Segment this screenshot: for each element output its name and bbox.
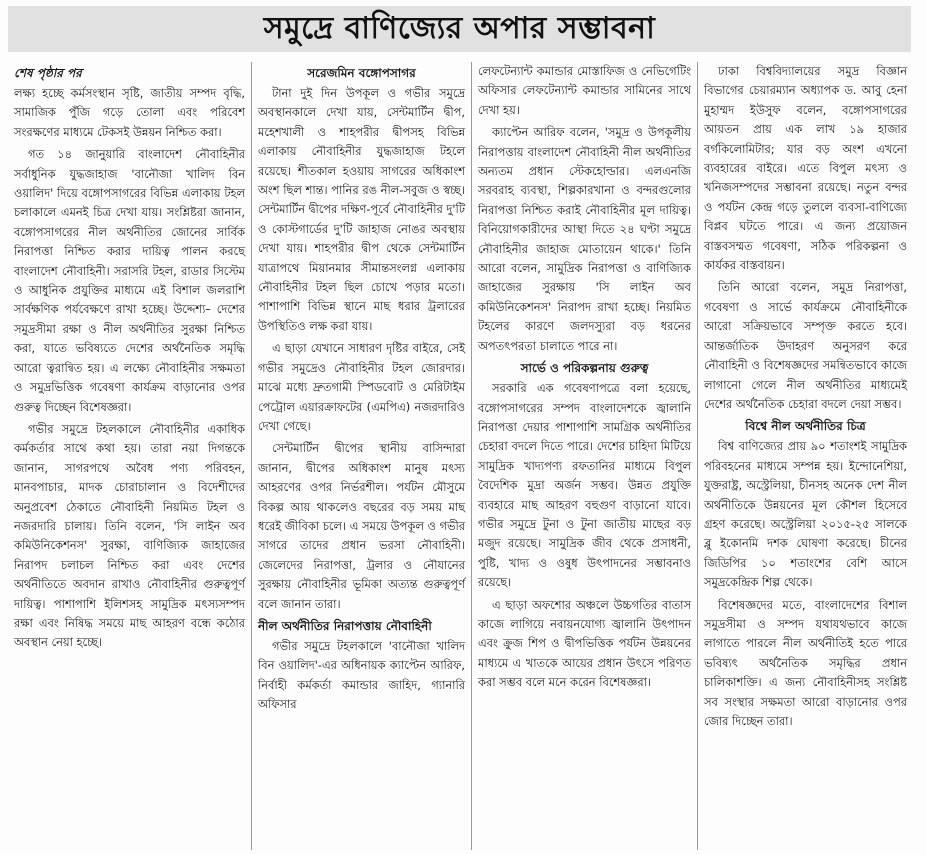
- paragraph: এ ছাড়া অফশোর অঞ্চলে উচ্চগতির বাতাস কাজে লাগিয়ে নবায়নযোগ্য জ্বালানি উৎপাদন এবং ক্রুজ শিপ ও দ্বীপভিত্তিক পর্যটন উন্নয়নের মাধ্যমে এ খাতকে আয়ের প্রধান উৎসে পরিণত করা সম্ভব বলে মনে করেন বিশেষজ্ঞরা।: [478, 597, 691, 690]
- continuation-label: শেষ পৃষ্ঠার পর: [14, 66, 82, 80]
- paragraph: টানা দুই দিন উপকূল ও গভীর সমুদ্রে অবস্থানকালে দেখা যায়, সেন্টমার্টিন দ্বীপ, মহেশখালী ও শাহপরীর দ্বীপসহ বিভিন্ন এলাকায় নৌবাহিনীর যুদ্ধজাহাজ টহলে রয়েছে। শীতকাল হওয়ায় সাগরের অধিকাংশ অংশ ছিল শান্ত। পানির রঙ নীল-সবুজ ও স্বচ্ছ। সেন্টমার্টিন দ্বীপের দক্ষিণ-পূর্বে নৌবাহিনীর দু'টি ও কোস্টগার্ডের দু'টি জাহাজ নোঙর অবস্থায় দেখা যায়। শাহপরীর দ্বীপ থেকে সেন্টমার্টিন যাত্রাপথে মিয়ানমার সীমান্তসংলগ্ন এলাকায় নৌবাহিনীর টহল ছিল চোখে পড়ার মতো। পাশাপাশি বিভিন্ন স্থানে মাছ ধরার ট্রলারের উপস্থিতিও লক্ষ করা যায়।: [258, 86, 465, 333]
- paragraph: গভীর সমুদ্রে টহলকালে 'বানৌজা খালিদ বিন ওয়ালিদ'-এর অধিনায়ক ক্যাপ্টেন আরিফ, নির্বাহী কর্মকর্তা কমান্ডার জাহিদ, গ্যানারি অফিসার: [258, 638, 465, 712]
- paragraph: তিনি আরো বলেন, সমুদ্র নিরাপত্তা, গবেষণা ও সার্ভে কার্যক্রমে নৌবাহিনীকে আরো সক্রিয়ভাবে সম্পৃক্ত করতে হবে। আন্তর্জাতিক উদাহরণ অনুসরণ করে নৌবাহিনী ও বিশেষজ্ঞদের সমন্বিতভাবে কাজে লাগানো গেলে নীল অর্থনীতির মাধ্যমেই দেশের অর্থনৈতিক চেহারা বদলে দেয়া সম্ভব।: [704, 280, 907, 411]
- subhead-world-blue-economy: বিশ্বে নীল অর্থনীতির চিত্র: [745, 419, 866, 434]
- column-4: [697, 62, 913, 850]
- headline-band: [8, 6, 911, 52]
- paragraph: ঢাকা বিশ্ববিদ্যালয়ের সমুদ্র বিজ্ঞান বিভাগের চেয়ারম্যান অধ্যাপক ড. আবু হেনা মুহাম্মদ ইউসুফ বলেন, বঙ্গোপসাগরের আয়তন প্রায় এক লাখ ১৯ হাজার বর্গকিলোমিটার; যার বড় অংশ এখনো ব্যবহারের বাইরে। এতে বিপুল মৎস্য ও খনিজসম্পদের সম্ভাবনা রয়েছে। নতুন বন্দর ও পর্যটন কেন্দ্র গড়ে তুললে ব্যবসা-বাণিজ্যে বিপ্লব ঘটতে পারে। এ জন্য প্রয়োজন বাস্তবসম্মত গবেষণা, সঠিক পরিকল্পনা ও কার্যকর বাস্তবায়ন।: [704, 64, 907, 273]
- paragraph: লক্ষ্য হচ্ছে কর্মসংস্থান সৃষ্টি, জাতীয় সম্পদ বৃদ্ধি, সামাজিক পুঁজি গড়ে তোলা এবং পরিবেশ সংরক্ষণের মাধ্যমে টেকসই উন্নয়ন নিশ্চিত করা।: [14, 86, 245, 139]
- paragraph: সেন্টমার্টিন দ্বীপের স্থানীয় বাসিন্দারা জানান, দ্বীপের অধিকাংশ মানুষ মৎস্য আহরণের ওপর নির্ভরশীল। পর্যটন মৌসুমে বিকল্প আয় থাকলেও বছরের বড় সময় মাছ ধরেই জীবিকা চলে। এ সময়ে উপকূল ও গভীর সাগরে তাদের প্রধান ভরসা নৌবাহিনী। জেলেদের নিরাপত্তা, ট্রলার ও নৌযানের সুরক্ষায় নৌবাহিনীর ভূমিকা অত্যন্ত গুরুত্বপূর্ণ বলে জানান তারা।: [258, 441, 465, 611]
- paragraph: গভীর সমুদ্রে টহলকালে নৌবাহিনীর একাধিক কর্মকর্তার সাথে কথা হয়। তারা নয়া দিগন্তকে জানান, সাগরপথে অবৈধ পণ্য পরিবহন, মানবপাচার, মাদক চোরাচালান ও বিদেশীদের অনুপ্রবেশ ঠেকাতে নৌবাহিনী নিয়মিত টহল ও নজরদারি চালায়। তিনি বলেন, 'সি লাইন অব কমিউনিকেশনস' সুরক্ষা, বাণিজ্যিক জাহাজের নিরাপদ চলাচল নিশ্চিত করা এবং দেশের অর্থনীতিতে অবদান রাখাও নৌবাহিনীর গুরুত্বপূর্ণ দায়িত্ব। পাশাপাশি ইলিশসহ সামুদ্রিক মৎস্যসম্পদ রক্ষা এবং নিষিদ্ধ সময়ে মাছ আহরণ বন্ধে কঠোর অবস্থান নেয়া হচ্ছে।: [14, 421, 245, 650]
- article-columns: [8, 62, 913, 850]
- subhead-survey: সার্ভে ও পরিকল্পনায় গুরুত্ব: [520, 361, 649, 376]
- paragraph: বিশ্ব বাণিজ্যের প্রায় ৯০ শতাংশই সামুদ্রিক পরিবহনের মাধ্যমে সম্পন্ন হয়। ইন্দোনেশিয়া, যুক্তরাষ্ট্র, অস্ট্রেলিয়া, চীনসহ অনেক দেশ নীল অর্থনীতিকে উন্নয়নের মূল কৌশল হিসেবে গ্রহণ করেছে। অস্ট্রেলিয়া ২০১৫-২৫ সালকে ব্লু ইকোনমি দশক ঘোষণা করেছে। চীনের জিডিপির ১০ শতাংশের বেশি আসে সমুদ্রকেন্দ্রিক শিল্প থেকে।: [704, 439, 907, 590]
- paragraph: লেফটেন্যান্ট কমান্ডার মোস্তাফিজ ও নেভিগেটিং অফিসার লেফটেন্যান্ট কমান্ডার সামিনের সাথে দেখা হয়।: [478, 64, 691, 117]
- subhead-sarejomin: সরেজমিন বঙ্গোপসাগর: [307, 66, 416, 80]
- paragraph: গত ১৪ জানুয়ারি বাংলাদেশ নৌবাহিনীর সর্বাধুনিক যুদ্ধজাহাজ 'বানৌজা খালিদ বিন ওয়ালিদ' দিয়ে বঙ্গোপসাগরের বিভিন্ন এলাকায় টহল চলাকালে এমনই চিত্র দেখা যায়। সংশ্লিষ্টরা জানান, বঙ্গোপসাগরের নীল অর্থনীতির জোনের সার্বিক নিরাপত্তা নিশ্চিত করার দায়িত্ব পালন করছে বাংলাদেশ নৌবাহিনী। সরাসরি টহল, রাডার সিস্টেম ও আধুনিক প্রযুক্তির মাধ্যমে এই বিশাল জলরাশি সার্বক্ষণিক পর্যবেক্ষণে রাখা হচ্ছে। উদ্দেশ্য– দেশের সমুদ্রসীমা রক্ষা ও নীল অর্থনীতির সুরক্ষা নিশ্চিত করা, যাতে ভবিষ্যতে দেশের অর্থনৈতিক সমৃদ্ধি আরো ত্বরান্বিত হয়। এ লক্ষ্যে নৌবাহিনীর সক্ষমতা ও সমুদ্রভিত্তিক গবেষণা কার্যক্রম বাড়ানোর ওপর গুরুত্ব দিচ্ছেন বিশেষজ্ঞরা।: [14, 147, 245, 414]
- paragraph: সরকারি এক গবেষণাপত্রে বলা হয়েছে, বঙ্গোপসাগরের সম্পদ বাংলাদেশকে জ্বালানি নিরাপত্তা দেয়ার পাশাপাশি সামগ্রিক অর্থনীতির চেহারা বদলে দিতে পারে। দেশের চাহিদা মিটিয়ে সামুদ্রিক খাদ্যপণ্য রফতানির মাধ্যমে বিপুল বৈদেশিক মুদ্রা অর্জন সম্ভব। উন্নত প্রযুক্তি ব্যবহারে মাছ আহরণ বহুগুণ বাড়ানো যাবে। গভীর সমুদ্রে টুনা ও টুনা জাতীয় মাছের বড় মজুদ রয়েছে। সামুদ্রিক জীব থেকে প্রসাধনী, পুষ্টি, খাদ্য ও ওষুধ উৎপাদনের সম্ভাবনাও রয়েছে।: [478, 381, 691, 590]
- paragraph: ক্যাপ্টেন আরিফ বলেন, 'সমুদ্র ও উপকূলীয় নিরাপত্তায় বাংলাদেশ নৌবাহিনী নীল অর্থনীতির অন্যতম প্রধান স্টেকহোল্ডার। এলএনজি সরবরাহ ব্যবস্থা, শিল্পকারখানা ও বন্দরগুলোর নিরাপত্তা নিশ্চিত করাই নৌবাহিনীর মূল দায়িত্ব। বিনিয়োগকারীদের আস্থা দিতে ২৪ ঘণ্টা সমুদ্রে নৌবাহিনীর জাহাজ মোতায়েন থাকে।' তিনি আরো বলেন, সামুদ্রিক নিরাপত্তা ও বাণিজ্যিক জাহাজের সুরক্ষায় 'সি লাইন অব কমিউনিকেশনস' নিরাপদ রাখা হচ্ছে। নিয়মিত টহলের কারণে জলদস্যুরা বড় ধরনের অপতৎপরতা চালাতে পারে না।: [478, 125, 691, 353]
- column-1: [8, 62, 251, 850]
- headline: সমুদ্রে বাণিজ্যের অপার সম্ভাবনা: [263, 10, 656, 46]
- column-3: [471, 62, 697, 850]
- column-2: [251, 62, 471, 850]
- subhead-nil-orthoniti: নীল অর্থনীতির নিরাপত্তায় নৌবাহিনী: [258, 618, 432, 633]
- paragraph: এ ছাড়া যেখানে সাধারণ দৃষ্টির বাইরে, সেই গভীর সমুদ্রেও নৌবাহিনীর টহল জোরদার। মাঝে মধ্যে দ্রুতগামী স্পিডবোট ও মেরিটাইম পেট্রোল এয়ারক্রাফটের (এমপিএ) নজরদারিও দেখা গেছে।: [258, 341, 465, 433]
- paragraph: বিশেষজ্ঞদের মতে, বাংলাদেশের বিশাল সমুদ্রসীমা ও সম্পদ যথাযথভাবে কাজে লাগাতে পারলে নীল অর্থনীতিই হতে পারে ভবিষ্যৎ অর্থনৈতিক সমৃদ্ধির প্রধান চালিকাশক্তি। এ জন্য নৌবাহিনীসহ সংশ্লিষ্ট সব সংস্থার সক্ষমতা আরো বাড়ানোর ওপর জোর দিচ্ছেন তারা।: [704, 597, 907, 728]
